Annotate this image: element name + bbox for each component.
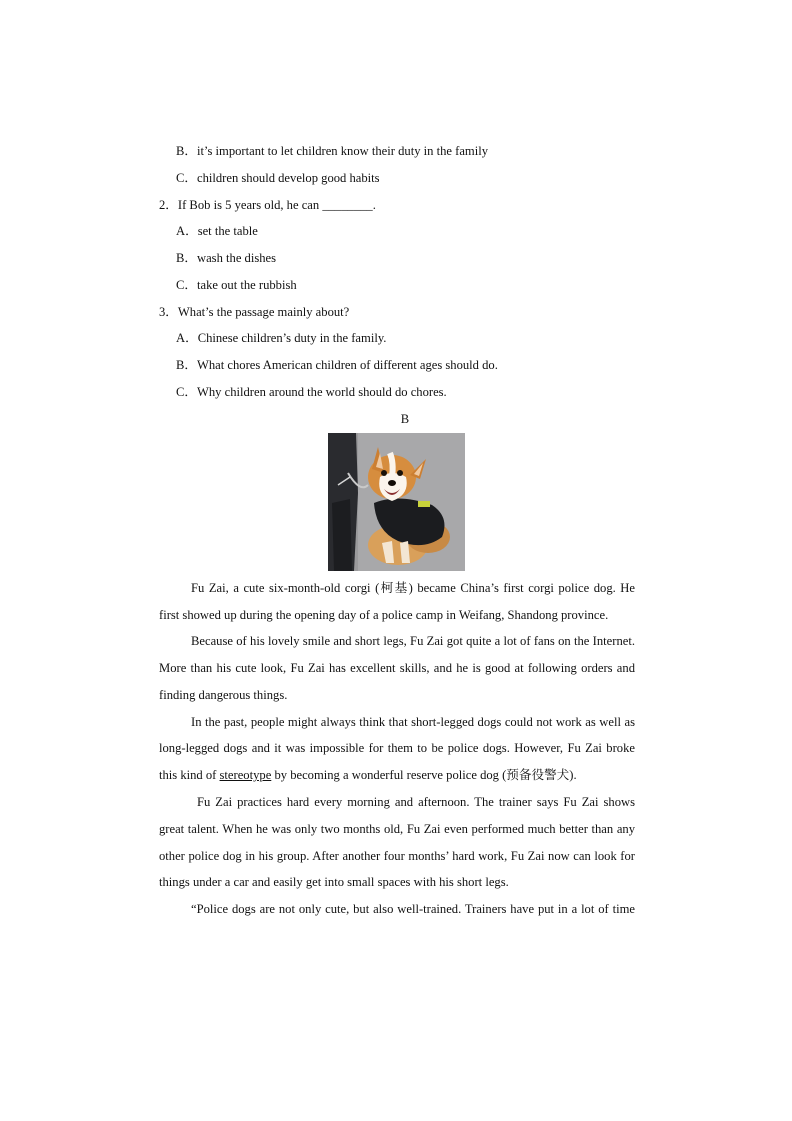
p4-line-4: things under a car and easily get into small spaces with his short legs. xyxy=(159,875,509,889)
p3-line-1: In the past, people might always think that short-legged dogs could not work as well as xyxy=(191,715,635,729)
q2-option-b: B．wash the dishes xyxy=(176,251,277,265)
corgi-police-dog-photo xyxy=(328,433,465,571)
p2-line-1: Because of his lovely smile and short legs, Fu Zai got quite a lot of fans on the Internet. xyxy=(191,634,635,648)
stereotype-underlined-word: stereotype xyxy=(219,768,272,782)
section-b-heading: B xyxy=(400,412,410,426)
q3-question: 3．What’s the passage mainly about? xyxy=(159,305,350,319)
q3-option-a: A．Chinese children’s duty in the family. xyxy=(176,331,387,345)
p2-line-3: finding dangerous things. xyxy=(159,688,288,702)
p1-line-1: Fu Zai, a cute six-month-old corgi (柯基) became China’s first corgi police dog. He xyxy=(191,581,635,595)
q2-question: 2．If Bob is 5 years old, he can ________. xyxy=(159,198,376,212)
p2-line-2: More than his cute look, Fu Zai has excellent skills, and he is good at following orders and xyxy=(159,661,635,675)
p1-line-2: first showed up during the opening day of a police camp in Weifang, Shandong province. xyxy=(159,608,609,622)
q2-option-a: A．set the table xyxy=(176,224,258,238)
q1-option-b: B．it’s important to let children know their duty in the family xyxy=(176,144,488,158)
p3-line-3 xyxy=(159,767,577,783)
p3-line-2: long-legged dogs and it was impossible for them to be police dogs. However, Fu Zai broke xyxy=(159,741,635,755)
q3-option-b: B．What chores American children of different ages should do. xyxy=(176,358,498,372)
p4-line-1: Fu Zai practices hard every morning and afternoon. The trainer says Fu Zai shows xyxy=(197,795,635,809)
p4-line-3: other police dog in his group. After another four months’ hard work, Fu Zai now can look for xyxy=(159,849,635,863)
q2-option-c: C．take out the rubbish xyxy=(176,278,297,292)
q1-option-c: C．children should develop good habits xyxy=(176,171,380,185)
p3-line-3-pre: this kind of xyxy=(159,768,220,782)
p3-line-3-post: by becoming a wonderful reserve police dog (预备役警犬). xyxy=(271,768,577,782)
q3-option-c: C．Why children around the world should do chores. xyxy=(176,385,447,399)
p5-line-1: “Police dogs are not only cute, but also well-trained. Trainers have put in a lot of time xyxy=(191,902,635,916)
p4-line-2: great talent. When he was only two months old, Fu Zai even performed much better than any xyxy=(159,822,635,836)
